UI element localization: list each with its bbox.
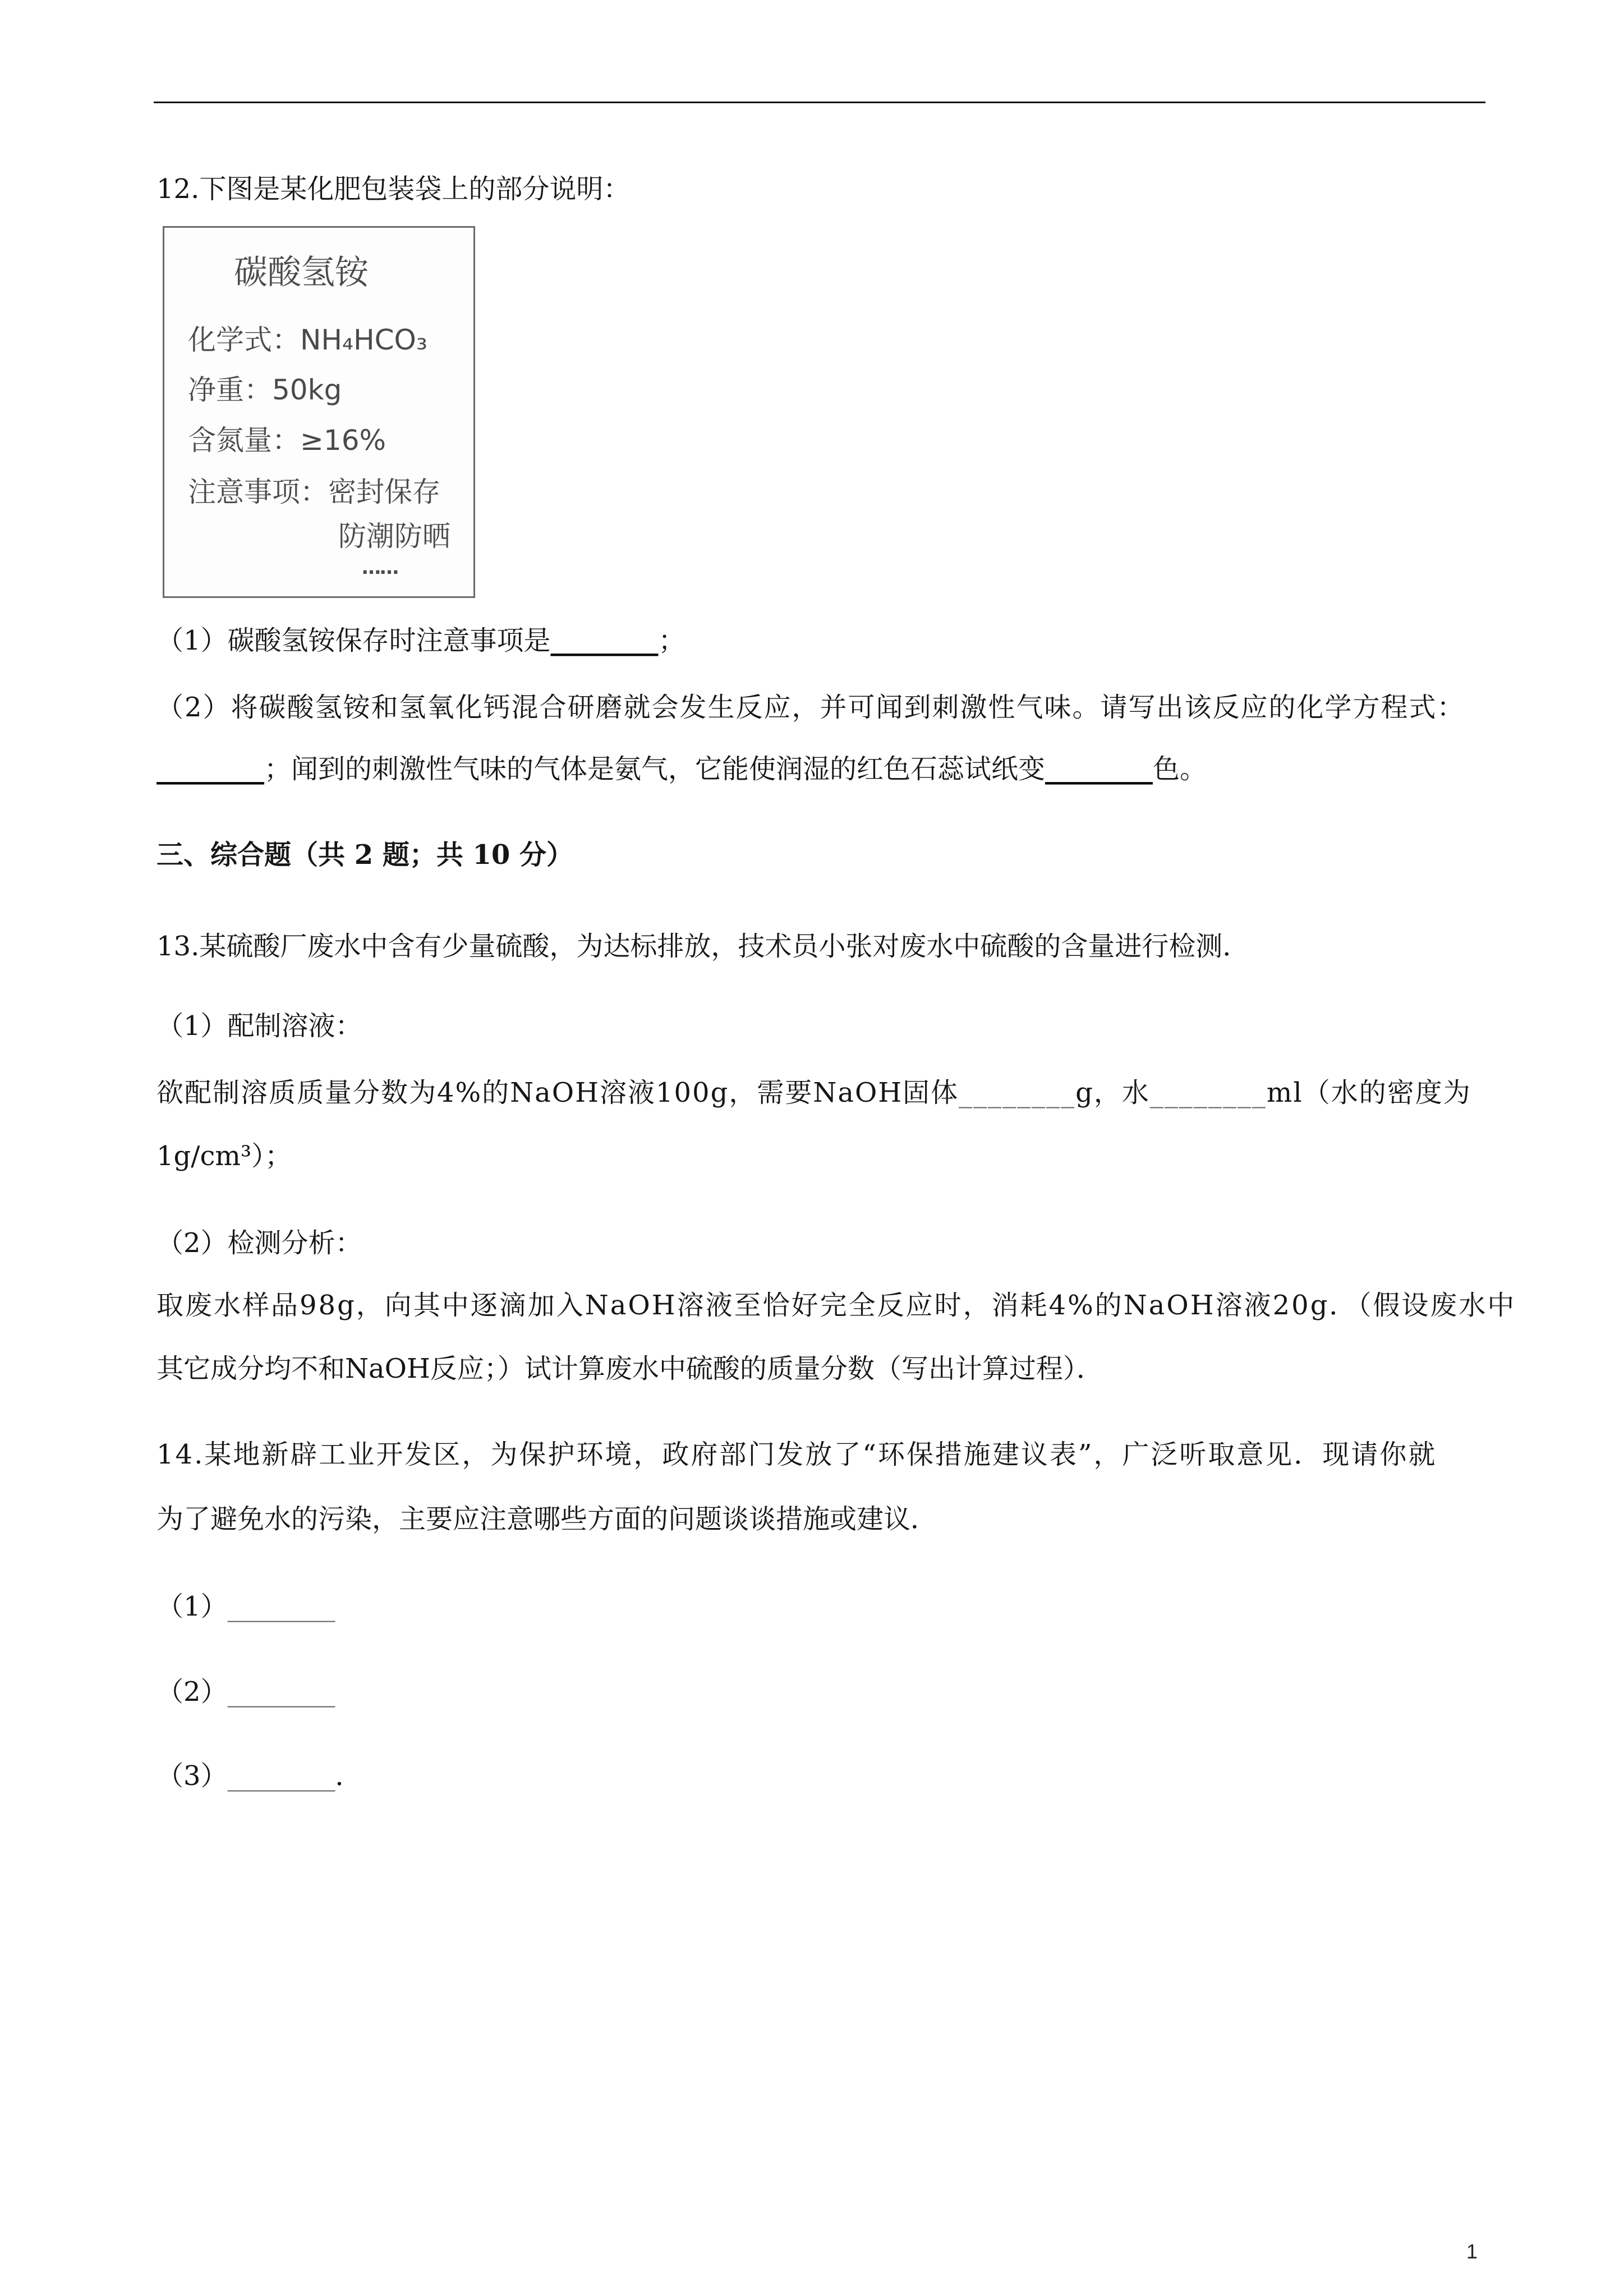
fertilizer-label-image <box>163 226 475 598</box>
q13-part2-line1: 取废水样品98g，向其中逐滴加入NaOH溶液至恰好完全反应时，消耗4%的NaOH溶液20g．（假设废水中 <box>157 1290 1516 1321</box>
q13-part2-title: （2）检测分析： <box>157 1227 362 1259</box>
q12-part1-suffix: ； <box>658 625 686 656</box>
answer-number: （2） <box>157 1676 228 1708</box>
answer-blank: ________ <box>227 1591 335 1622</box>
label-net-weight: 净重：50kg <box>188 374 342 406</box>
page-number: 1 <box>1466 2240 1478 2263</box>
answer-blank: ________ <box>550 625 659 656</box>
q14-answer-3 <box>157 1760 362 1792</box>
q12-stem: 12.下图是某化肥包装袋上的部分说明： <box>157 173 631 205</box>
label-precautions-cont: 防潮防晒 <box>338 520 450 553</box>
q13-stem: 13.某硫酸厂废水中含有少量硫酸，为达标排放，技术员小张对废水中硫酸的含量进行检测． <box>157 931 1250 962</box>
section-heading: 三、综合题（共 2 题；共 10 分） <box>157 839 574 871</box>
q13-part1-text-b: g，水 <box>1075 1077 1150 1108</box>
answer-suffix: ． <box>335 1760 362 1792</box>
answer-number: （1） <box>157 1591 228 1622</box>
q12-part2-suffix: 色。 <box>1153 753 1207 785</box>
q12-part2-middle: ；闻到的刺激性气味的气体是氨气，它能使润湿的红色石蕊试纸变 <box>264 753 1046 785</box>
answer-number: （3） <box>157 1760 228 1792</box>
answer-blank: ________ <box>959 1077 1076 1108</box>
q14-answer-1 <box>157 1591 335 1622</box>
q14-answer-2 <box>157 1676 335 1708</box>
answer-blank: ________ <box>1045 753 1153 785</box>
q13-part1-title: （1）配制溶液： <box>157 1010 362 1042</box>
answer-blank: ________ <box>227 1760 335 1792</box>
q14-stem-line1: 14.某地新辟工业开发区，为保护环境，政府部门发放了“环保措施建议表”，广泛听取意见．现请你就 <box>157 1439 1437 1470</box>
answer-blank: ________ <box>227 1676 335 1708</box>
q14-stem-line2: 为了避免水的污染，主要应注意哪些方面的问题谈谈措施或建议． <box>157 1503 938 1535</box>
answer-blank: ________ <box>157 753 264 785</box>
label-nitrogen-content: 含氮量：≥16% <box>188 424 387 457</box>
q13-part1-text-a: 欲配制溶质质量分数为4%的NaOH溶液100g，需要NaOH固体 <box>157 1077 959 1108</box>
q13-part1-line1 <box>157 1077 1471 1108</box>
q13-part1-line2: 1g/cm³）； <box>157 1140 292 1172</box>
label-precautions: 注意事项：密封保存 <box>188 476 440 508</box>
q12-part2-line1: （2）将碳酸氢铵和氢氧化钙混合研磨就会发生反应，并可闻到刺激性气味。请写出该反应的化学方程式： <box>157 692 1465 723</box>
answer-blank: ________ <box>1149 1077 1267 1108</box>
label-title: 碳酸氢铵 <box>234 253 369 292</box>
q13-part1-text-c: ml（水的密度为 <box>1266 1077 1471 1108</box>
q13-part2-line2: 其它成分均不和NaOH反应；）试计算废水中硫酸的质量分数（写出计算过程）． <box>157 1353 1103 1384</box>
label-ellipsis: …… <box>362 556 398 579</box>
label-formula: 化学式：NH₄HCO₃ <box>188 324 427 356</box>
q12-part1-text: （1）碳酸氢铵保存时注意事项是 <box>157 625 551 656</box>
q12-part2-line2 <box>157 753 1207 785</box>
header-rule <box>154 102 1485 103</box>
q12-part1 <box>157 625 686 656</box>
